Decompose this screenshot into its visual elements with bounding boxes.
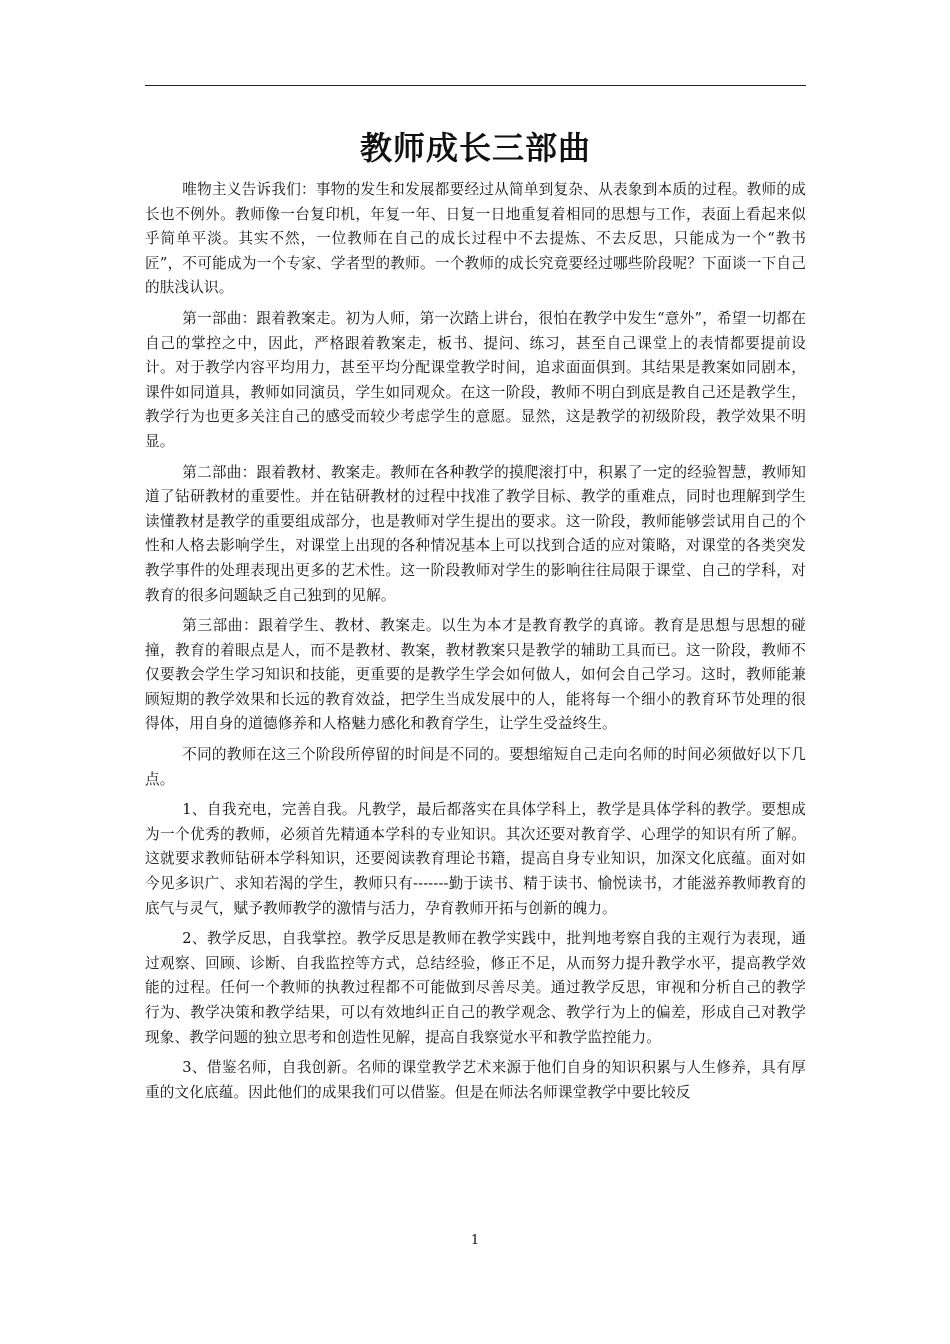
paragraph-point-three: 3、借鉴名师，自我创新。名师的课堂教学艺术来源于他们自身的知识积累与人生修养，具有厚重的文化底蕴。因此他们的成果我们可以借鉴。但是在师法名师课堂教学中要比较反 [145, 1059, 806, 1101]
paragraph-point-one: 1、自我充电，完善自我。凡教学，最后都落实在具体学科上，教学是具体学科的教学。要想成为一个优秀的教师，必须首先精通本学科的专业知识。其次还要对教育学、心理学的知识有所了解。这就要求教师钻研本学科知识，还要阅读教育理论书籍，提高自身专业知识，加深文化底蕴。面对如今见多识广、求知若渴的学生，教师只有-------勤于读书、精于读书、愉悦读书，才能滋养教师教育的底气与灵气，赋予教师教学的激情与活力，孕育教师开拓与创新的魄力。 [145, 801, 806, 917]
document-title: 教师成长三部曲 [359, 129, 591, 167]
paragraph-intro: 唯物主义告诉我们：事物的发生和发展都要经过从简单到复杂、从表象到本质的过程。教师的成长也不例外。教师像一台复印机，年复一年、日复一日地重复着相同的思想与工作，表面上看起来似乎简单平淡。其实不然，一位教师在自己的成长过程中不去提炼、不去反思，只能成为一个“教书匠”，不可能成为一个专家、学者型的教师。一个教师的成长究竟要经过哪些阶段呢？下面谈一下自己的肤浅认识。 [145, 181, 806, 297]
page-number: 1 [470, 1233, 480, 1248]
paragraph-stage-three: 第三部曲：跟着学生、教材、教案走。以生为本才是教育教学的真谛。教育是思想与思想的碰撞，教育的着眼点是人，而不是教材、教案，教材教案只是教学的辅助工具而已。这一阶段，教师不仅要教会学生学习知识和技能，更重要的是教学生学会如何做人，如何会自己学习。这时，教师能兼顾短期的教学效果和长远的教育效益，把学生当成发展中的人，能将每一个细小的教育环节处理的很得体，用自身的道德修养和人格魅力感化和教育学生，让学生受益终生。 [145, 617, 806, 733]
header-rule [145, 85, 806, 86]
document-body [145, 178, 806, 1111]
paragraph-stage-one: 第一部曲：跟着教案走。初为人师，第一次踏上讲台，很怕在教学中发生“意外”，希望一切都在自己的掌控之中，因此，严格跟着教案走，板书、提问、练习，甚至自己课堂上的表情都要提前设计。对于教学内容平均用力，甚至平均分配课堂教学时间，追求面面俱到。其结果是教案如同剧本，课件如同道具，教师如同演员，学生如同观众。在这一阶段，教师不明白到底是教自己还是教学生，教学行为也更多关注自己的感受而较少考虑学生的意愿。显然，这是教学的初级阶段，教学效果不明显。 [145, 309, 806, 450]
paragraph-point-two: 2、教学反思，自我掌控。教学反思是教师在教学实践中，批判地考察自我的主观行为表现，通过观察、回顾、诊断、自我监控等方式，总结经验，修正不足，从而努力提升教学水平，提高教学效能的过程。任何一个教师的执教过程都不可能做到尽善尽美。通过教学反思，审视和分析自己的教学行为、教学决策和教学结果，可以有效地纠正自己的教学观念、教学行为上的偏差，形成自己对教学现象、教学问题的独立思考和创造性见解，提高自我察觉水平和教学监控能力。 [145, 930, 806, 1046]
paragraph-transition: 不同的教师在这三个阶段所停留的时间是不同的。要想缩短自己走向名师的时间必须做好以下几点。 [145, 746, 806, 788]
paragraph-stage-two: 第二部曲：跟着教材、教案走。教师在各种教学的摸爬滚打中，积累了一定的经验智慧，教师知道了钻研教材的重要性。并在钻研教材的过程中找准了教学目标、教学的重难点，同时也理解到学生读懂教材是教学的重要组成部分，也是教师对学生提出的要求。这一阶段，教师能够尝试用自己的个性和人格去影响学生，对课堂上出现的各种情况基本上可以找到合适的应对策略，对课堂的各类突发教学事件的处理表现出更多的艺术性。这一阶段教师对学生的影响往往局限于课堂、自己的学科，对教育的很多问题缺乏自己独到的见解。 [145, 463, 806, 604]
